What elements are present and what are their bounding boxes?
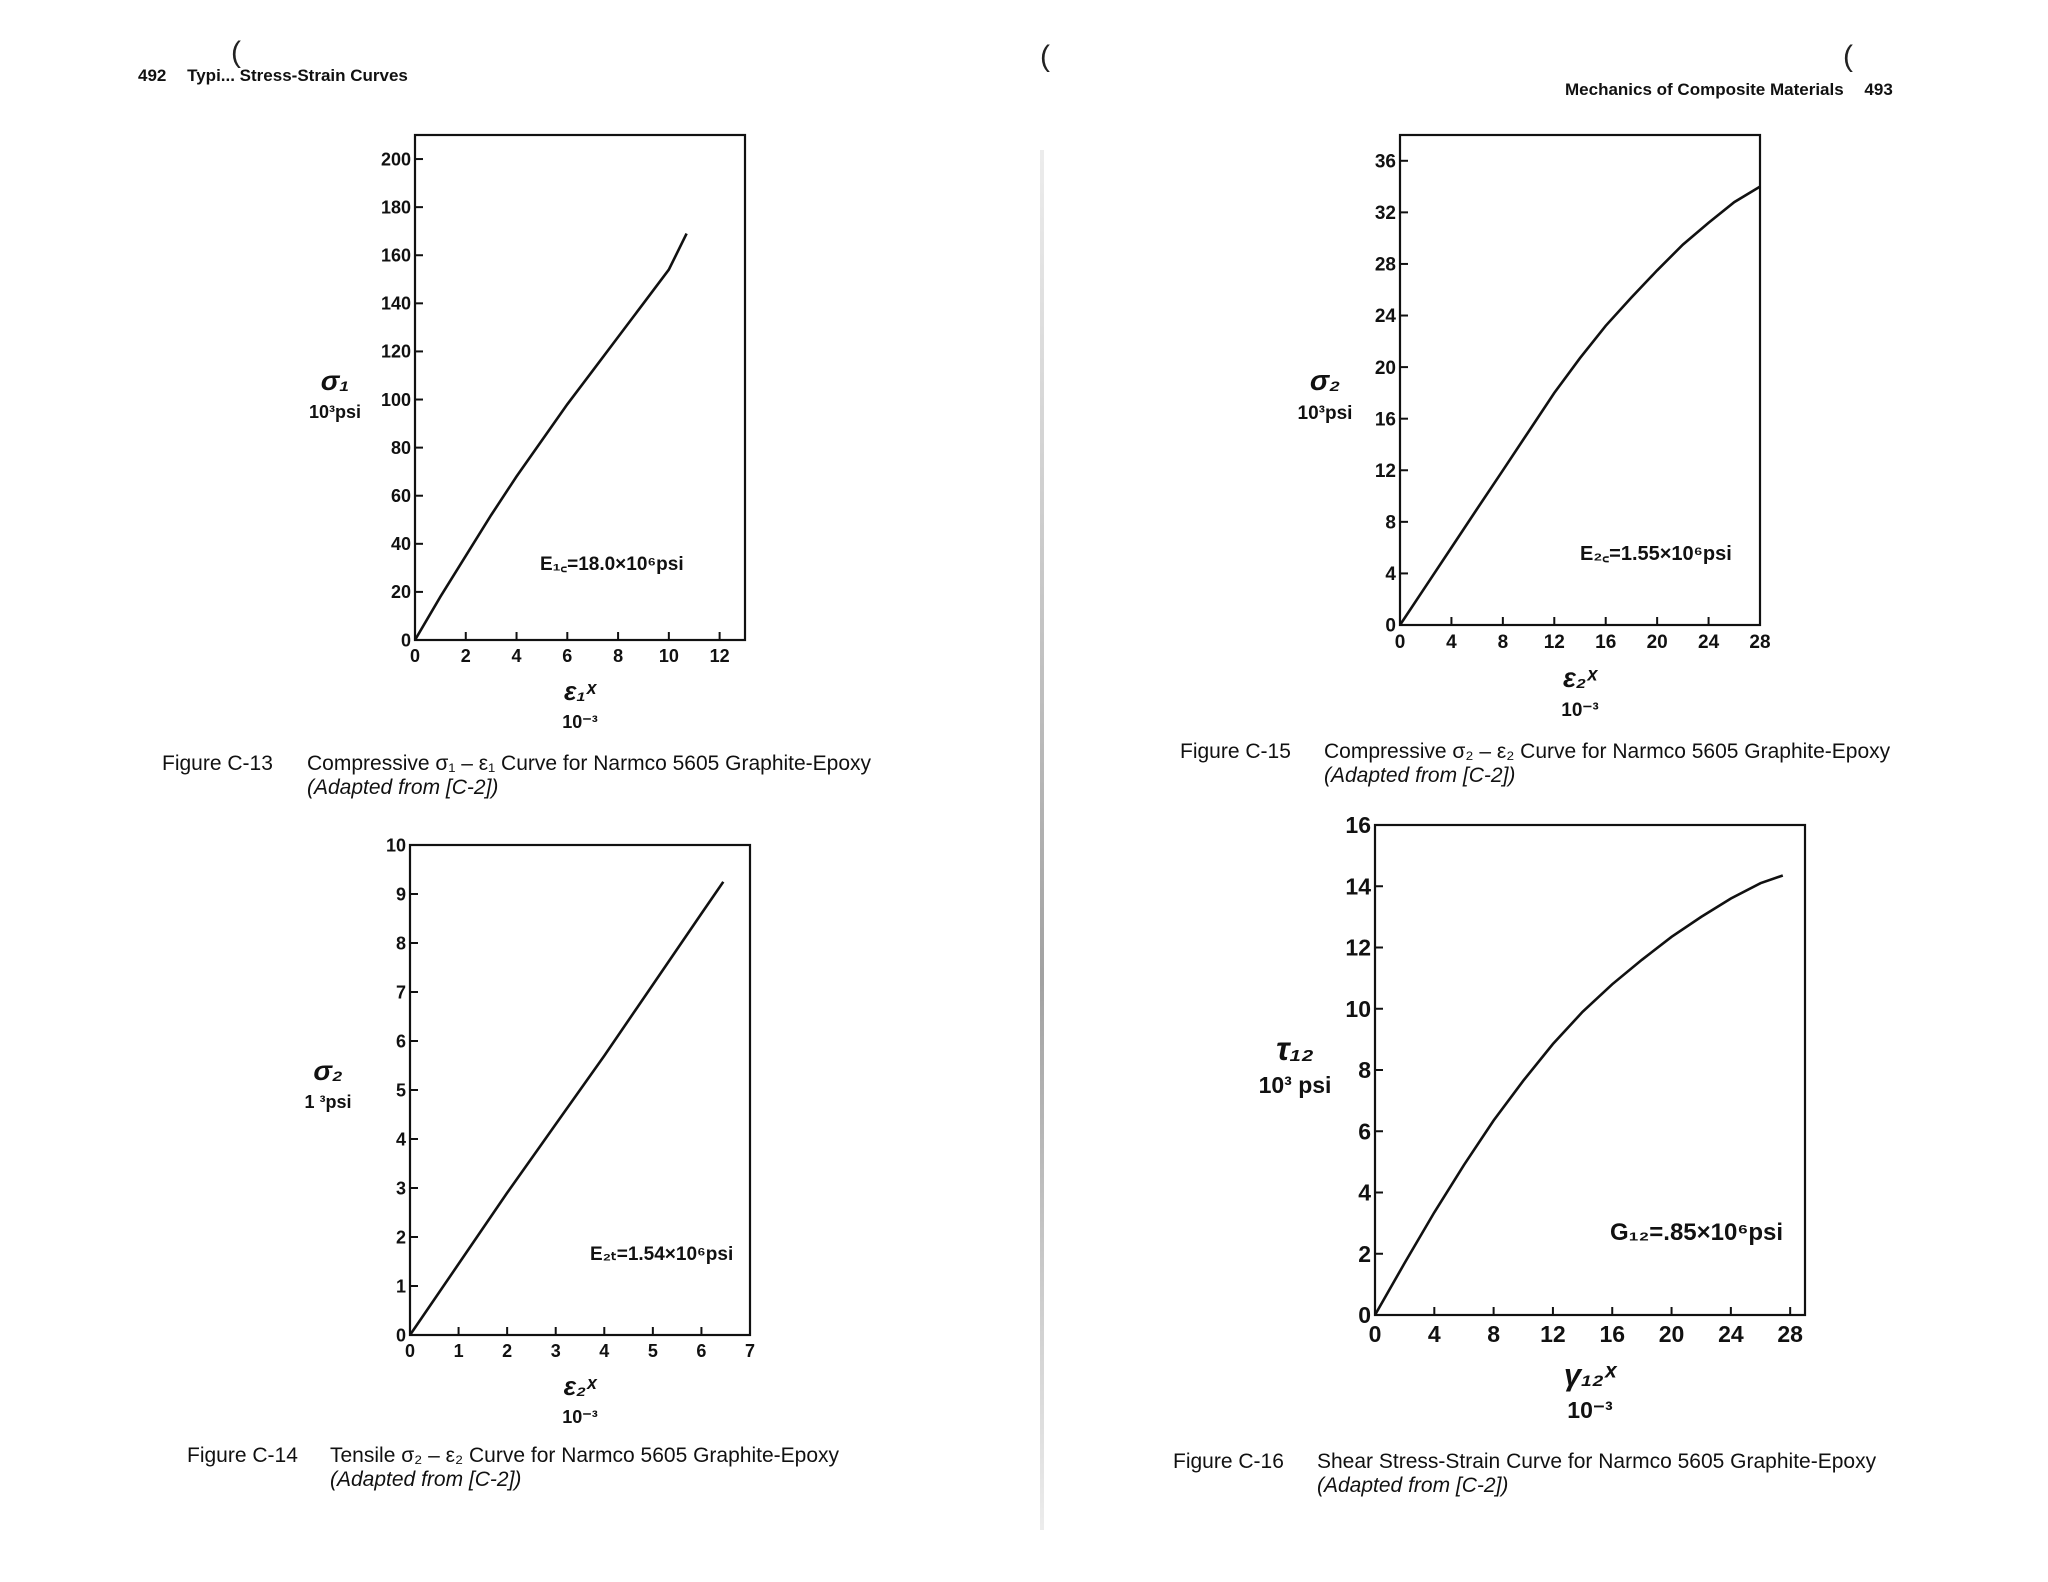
y-tick-label: 20 (1374, 357, 1396, 379)
y-tick-label: 10 (1345, 995, 1371, 1022)
y-tick-label: 180 (380, 197, 411, 218)
left-page-header (138, 66, 408, 86)
y-tick-label: 20 (390, 582, 411, 603)
modulus-annotation: G₁₂=.85×10⁶psi (1610, 1219, 1784, 1246)
y-tick-label: 40 (390, 534, 411, 555)
y-tick-label: 28 (1374, 254, 1396, 276)
y-tick-label: 14 (1345, 873, 1371, 900)
x-tick-label: 4 (599, 1341, 610, 1361)
y-tick-label: 36 (1374, 151, 1396, 173)
x-tick-label: 2 (502, 1341, 513, 1361)
figure-title: Compressive σ₂ – ε₂ Curve for Narmco 5605 Graphite-Epoxy (1324, 740, 1891, 763)
y-tick-label: 2 (395, 1227, 406, 1248)
x-tick-label: 7 (744, 1341, 756, 1361)
y-tick-label: 16 (1345, 812, 1371, 839)
y-tick-label: 4 (395, 1129, 406, 1150)
stray-mark: ( (231, 36, 241, 69)
x-tick-label: 12 (1540, 1321, 1566, 1347)
modulus-annotation: E₂꜀=1.55×10⁶psi (1580, 543, 1732, 565)
x-tick-label: 16 (1599, 1321, 1626, 1347)
x-tick-label: 8 (1497, 632, 1509, 653)
y-tick-label: 12 (1345, 934, 1371, 961)
y-tick-label: 6 (1358, 1118, 1371, 1145)
y-tick-label: 140 (380, 293, 411, 314)
stress-strain-curve (415, 234, 687, 640)
x-tick-label: 12 (1543, 632, 1565, 653)
y-tick-label: 4 (1385, 564, 1396, 586)
x-tick-label: 20 (1658, 1321, 1685, 1347)
y-tick-label: 3 (395, 1178, 406, 1199)
page-gutter (1040, 150, 1044, 1530)
y-tick-label: 1 (395, 1276, 406, 1297)
x-tick-label: 24 (1698, 632, 1720, 653)
y-tick-label: 8 (1358, 1057, 1371, 1084)
x-axis-label: ε₂ˣ (563, 1371, 597, 1401)
x-tick-label: 4 (511, 646, 522, 666)
x-tick-label: 8 (1487, 1321, 1501, 1347)
stress-strain-curve (1375, 876, 1783, 1316)
x-tick-label: 5 (647, 1341, 658, 1361)
right-page-number: 493 (1864, 80, 1893, 99)
y-axis-unit: 1 ³psi (304, 1092, 352, 1112)
y-tick-label: 5 (395, 1080, 406, 1101)
x-tick-label: 0 (409, 646, 421, 666)
y-axis-label: σ₁ (320, 365, 350, 396)
stray-mark: ( (1040, 40, 1050, 73)
y-tick-label: 8 (395, 933, 406, 954)
y-tick-label: 200 (380, 149, 411, 170)
figure-title: Shear Stress-Strain Curve for Narmco 5605 Graphite-Epoxy (1317, 1450, 1877, 1473)
y-tick-label: 9 (395, 884, 406, 905)
y-axis-unit: 10³ psi (1258, 1072, 1332, 1098)
y-axis-label: τ₁₂ (1276, 1030, 1314, 1067)
figure-label: Figure C-15 (1180, 740, 1291, 763)
x-tick-label: 1 (453, 1341, 464, 1361)
y-tick-label: 8 (1385, 512, 1396, 534)
x-axis-unit: 10⁻³ (1567, 1397, 1613, 1423)
y-tick-label: 24 (1374, 306, 1396, 328)
stress-strain-curve (410, 882, 723, 1335)
y-tick-label: 7 (395, 982, 406, 1003)
y-tick-label: 60 (390, 486, 411, 507)
figure-source: (Adapted from [C-2]) (330, 1468, 522, 1491)
y-tick-label: 2 (1358, 1240, 1371, 1267)
x-axis-unit: 10⁻³ (562, 1407, 598, 1427)
x-axis-label: γ₁₂ˣ (1563, 1357, 1617, 1392)
y-tick-label: 6 (395, 1031, 406, 1052)
x-tick-label: 20 (1646, 632, 1668, 653)
x-axis-label: ε₁ˣ (564, 676, 596, 706)
x-tick-label: 6 (562, 646, 573, 666)
x-tick-label: 28 (1749, 632, 1771, 653)
y-tick-label: 16 (1374, 409, 1396, 431)
figure-label: Figure C-16 (1173, 1450, 1284, 1473)
x-tick-label: 6 (696, 1341, 707, 1361)
x-tick-label: 0 (1394, 632, 1406, 653)
y-tick-label: 0 (395, 1325, 406, 1346)
y-tick-label: 120 (380, 341, 411, 362)
y-tick-label: 0 (400, 630, 411, 651)
x-tick-label: 2 (460, 646, 471, 666)
stray-mark: ( (1843, 40, 1853, 73)
y-tick-label: 160 (380, 245, 411, 266)
x-tick-label: 8 (613, 646, 624, 666)
y-tick-label: 100 (380, 389, 411, 410)
modulus-annotation: E₂ₜ=1.54×10⁶psi (590, 1244, 734, 1265)
y-tick-label: 0 (1358, 1302, 1371, 1329)
chart-c13 (300, 120, 780, 730)
figure-title: Compressive σ₁ – ε₁ Curve for Narmco 5605 Graphite-Epoxy (307, 752, 872, 775)
x-tick-label: 10 (658, 646, 679, 666)
x-axis-unit: 10⁻³ (562, 712, 598, 732)
figure-source: (Adapted from [C-2]) (1317, 1474, 1509, 1497)
x-axis-label: ε₂ˣ (1563, 663, 1597, 693)
y-axis-label: σ₂ (1309, 365, 1341, 397)
y-tick-label: 10 (385, 835, 406, 856)
x-tick-label: 12 (709, 646, 730, 666)
x-tick-label: 3 (550, 1341, 561, 1361)
figure-title: Tensile σ₂ – ε₂ Curve for Narmco 5605 Graphite-Epoxy (330, 1444, 840, 1467)
y-axis-unit: 10³psi (308, 402, 362, 422)
y-tick-label: 4 (1358, 1179, 1371, 1206)
left-running-title: Typi... Stress-Strain Curves (187, 66, 408, 85)
x-tick-label: 24 (1718, 1321, 1744, 1347)
chart-c16 (1250, 810, 1850, 1430)
x-tick-label: 0 (404, 1341, 416, 1361)
figure-source: (Adapted from [C-2]) (1324, 764, 1516, 787)
x-tick-label: 0 (1368, 1321, 1382, 1347)
figure-label: Figure C-13 (162, 752, 273, 775)
x-tick-label: 4 (1427, 1321, 1441, 1347)
figure-source: (Adapted from [C-2]) (307, 776, 499, 799)
left-page-number: 492 (138, 66, 167, 85)
x-tick-label: 28 (1777, 1321, 1803, 1347)
x-tick-label: 4 (1446, 632, 1457, 653)
y-tick-label: 12 (1374, 460, 1396, 482)
y-tick-label: 0 (1385, 615, 1396, 637)
chart-c15 (1290, 120, 1810, 720)
y-axis-unit: 10³psi (1297, 403, 1353, 424)
x-axis-unit: 10⁻³ (1561, 700, 1599, 721)
modulus-annotation: E₁꜀=18.0×10⁶psi (540, 554, 684, 575)
y-tick-label: 32 (1374, 203, 1396, 225)
y-tick-label: 80 (390, 437, 411, 458)
right-page-header (1565, 80, 1893, 100)
right-running-title: Mechanics of Composite Materials (1565, 80, 1844, 99)
figure-label: Figure C-14 (187, 1444, 298, 1467)
y-axis-label: σ₂ (313, 1055, 343, 1086)
x-tick-label: 16 (1595, 632, 1617, 653)
chart-c14 (290, 830, 780, 1430)
